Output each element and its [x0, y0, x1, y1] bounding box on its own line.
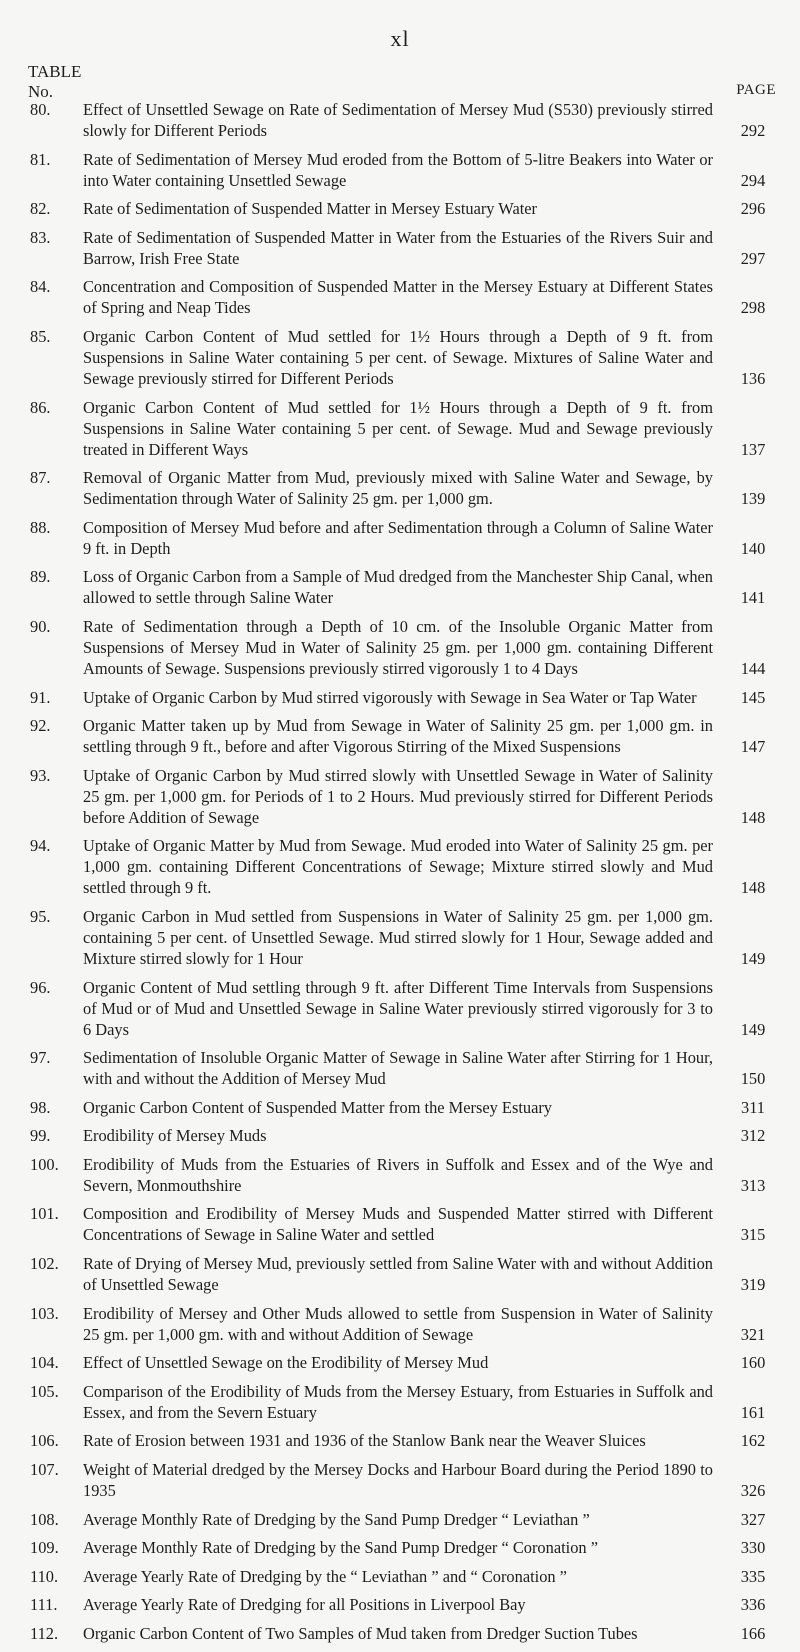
page-number: 319	[740, 1275, 766, 1295]
table-number: 100.	[30, 1154, 59, 1174]
page-number: 144	[740, 658, 766, 678]
page-number: 148	[740, 807, 766, 827]
table-title: Erodibility of Mersey Muds	[83, 1126, 267, 1146]
table-title: Average Monthly Rate of Dredging by the Sand Pump Dredger “ Coronation ”	[83, 1538, 598, 1558]
table-title: Erodibility of Muds from the Estuaries of Rivers in Suffolk and Essex and of the Wye and Severn, Monmouthshire	[83, 1154, 713, 1195]
page-number: 315	[740, 1225, 766, 1245]
table-number: 109.	[30, 1538, 59, 1558]
table-title: Sedimentation of Insoluble Organic Matter of Sewage in Saline Water after Stirring for 1 Hour, with and without the Addition of Mersey Mud	[83, 1048, 713, 1089]
table-number: 82.	[30, 199, 51, 219]
table-title: Concentration and Composition of Suspended Matter in the Mersey Estuary at Different States of Spring and Neap Tides	[83, 277, 713, 318]
page-number: 139	[740, 489, 766, 509]
list-item	[0, 765, 800, 828]
table-number: 80.	[30, 100, 51, 119]
table-title: Loss of Organic Carbon from a Sample of Mud dredged from the Manchester Ship Canal, when allowed to settle through Saline Water	[83, 567, 713, 608]
list-item	[0, 1253, 800, 1295]
list-item	[0, 149, 800, 191]
list-item	[0, 1154, 800, 1196]
table-number: 87.	[30, 468, 51, 488]
page-number: 141	[740, 588, 766, 608]
table-title: Erodibility of Mersey and Other Muds allowed to settle from Suspension in Water of Salinity 25 gm. per 1,000 gm. with and without Addition of Sewage	[83, 1303, 713, 1344]
list-item	[0, 1352, 800, 1373]
table-number: 107.	[30, 1460, 59, 1480]
page-number: 298	[740, 298, 766, 318]
page-number: 294	[740, 170, 766, 190]
table-column-header	[28, 62, 81, 102]
table-number: 106.	[30, 1431, 59, 1451]
table-number: 110.	[30, 1566, 59, 1586]
table-title: Effect of Unsettled Sewage on Rate of Sedimentation of Mersey Mud (S530) previously stirred slowly for Different Periods	[83, 100, 713, 140]
list-item	[0, 1303, 800, 1345]
table-title: Rate of Drying of Mersey Mud, previously settled from Saline Water with and without Addition of Unsettled Sewage	[83, 1254, 713, 1295]
page-number: 147	[740, 737, 766, 757]
page-number: 148	[740, 878, 766, 898]
page-number: 296	[740, 199, 766, 219]
list-item	[0, 1381, 800, 1423]
table-title: Organic Carbon in Mud settled from Suspensions in Water of Salinity 25 gm. per 1,000 gm. containing 5 per cent. of Unsettled Sewage. Mud stirred slowly for 1 Hour, Sewage added and Mixture stirred slowly for 1 Hour	[83, 906, 713, 968]
page-number: 321	[740, 1324, 766, 1344]
page-number: 149	[740, 1019, 766, 1039]
list-item	[0, 977, 800, 1040]
list-item	[0, 198, 800, 219]
page-number: 330	[740, 1538, 766, 1558]
list-item	[0, 687, 800, 708]
table-number: 101.	[30, 1204, 59, 1224]
list-item	[0, 227, 800, 269]
table-title: Rate of Sedimentation of Suspended Matter in Mersey Estuary Water	[83, 199, 538, 219]
table-title: Rate of Erosion between 1931 and 1936 of the Stanlow Bank near the Weaver Sluices	[83, 1431, 646, 1451]
table-label: TABLE	[28, 62, 82, 81]
table-title: Comparison of the Erodibility of Muds from the Mersey Estuary, from Estuaries in Suffolk and Essex, and from the Severn Estuary	[83, 1381, 713, 1422]
page-number: 326	[740, 1481, 766, 1501]
table-title: Rate of Sedimentation through a Depth of 10 cm. of the Insoluble Organic Matter from Suspensions of Mersey Mud in Water of Salinity 25 gm. per 1,000 gm. containing Different Amounts of Sewage. Suspensions previously stirred vigorously 1 to 4 Days	[83, 616, 713, 678]
table-number: 90.	[30, 616, 51, 636]
table-title: Rate of Sedimentation of Mersey Mud eroded from the Bottom of 5-litre Beakers into Water or into Water containing Unsettled Sewage	[83, 149, 713, 190]
page-number: 311	[741, 1097, 765, 1117]
table-title: Organic Carbon Content of Suspended Matter from the Mersey Estuary	[83, 1097, 552, 1117]
table-number: 89.	[30, 567, 51, 587]
table-title: Organic Carbon Content of Mud settled for 1½ Hours through a Depth of 9 ft. from Suspensions in Saline Water containing 5 per cent. of Sewage. Mixtures of Saline Water and Sewage previously stirred for Different Periods	[83, 326, 713, 388]
table-number: 85.	[30, 326, 51, 346]
table-title: Weight of Material dredged by the Mersey Docks and Harbour Board during the Period 1890 to 1935	[83, 1460, 713, 1501]
list-item	[0, 1594, 800, 1615]
list-item	[0, 397, 800, 460]
list-item	[0, 1047, 800, 1089]
page-number: 292	[740, 121, 766, 140]
page-number: 149	[740, 948, 766, 968]
table-number: 88.	[30, 517, 51, 537]
table-number: 92.	[30, 716, 51, 736]
table-title: Average Yearly Rate of Dredging by the “ Leviathan ” and “ Coronation ”	[83, 1566, 567, 1586]
table-number: 93.	[30, 765, 51, 785]
table-title: Organic Carbon Content of Mud settled for 1½ Hours through a Depth of 9 ft. from Suspensions in Saline Water containing 5 per cent. of Sewage. Mud and Sewage previously treated in Different Ways	[83, 397, 713, 459]
table-list	[0, 99, 800, 1652]
table-number: 97.	[30, 1048, 51, 1068]
list-item	[0, 715, 800, 757]
list-item	[0, 1459, 800, 1501]
table-number: 96.	[30, 977, 51, 997]
page-number: 150	[740, 1069, 766, 1089]
table-number: 112.	[30, 1624, 59, 1643]
page-number: 162	[740, 1431, 766, 1451]
table-number: 95.	[30, 906, 51, 926]
page-number: 161	[740, 1402, 766, 1422]
table-number: 81.	[30, 149, 51, 169]
page-number: 335	[740, 1566, 766, 1586]
page-number: 166	[740, 1624, 766, 1643]
list-item	[0, 1203, 800, 1245]
list-item	[0, 1623, 800, 1644]
list-item	[0, 1097, 800, 1118]
list-item	[0, 566, 800, 608]
list-item	[0, 1566, 800, 1587]
page-number: 160	[740, 1353, 766, 1373]
table-number: 94.	[30, 836, 51, 856]
list-item	[0, 517, 800, 559]
page-number: 327	[740, 1509, 766, 1529]
page-number: 313	[740, 1175, 766, 1195]
table-number: 98.	[30, 1097, 51, 1117]
list-item	[0, 616, 800, 679]
list-item	[0, 467, 800, 509]
number-label: No.	[28, 82, 54, 101]
list-item	[0, 276, 800, 318]
table-number: 83.	[30, 227, 51, 247]
table-title: Composition and Erodibility of Mersey Muds and Suspended Matter stirred with Different Concentrations of Sewage in Saline Water and settled	[83, 1204, 713, 1245]
table-title: Organic Carbon Content of Two Samples of Mud taken from Dredger Suction Tubes	[83, 1624, 638, 1643]
page-number: 297	[740, 248, 766, 268]
table-title: Composition of Mersey Mud before and after Sedimentation through a Column of Saline Water 9 ft. in Depth	[83, 517, 713, 558]
page-folio: xl	[390, 26, 410, 51]
table-title: Effect of Unsettled Sewage on the Erodibility of Mersey Mud	[83, 1353, 489, 1373]
table-number: 91.	[30, 687, 51, 707]
table-number: 99.	[30, 1126, 51, 1146]
table-title: Uptake of Organic Carbon by Mud stirred slowly with Unsettled Sewage in Water of Salinity 25 gm. per 1,000 gm. for Periods of 1 to 2 Hours. Mud previously stirred for Different Periods before Addition of Sewage	[83, 765, 713, 827]
list-item	[0, 835, 800, 898]
table-number: 111.	[30, 1595, 58, 1615]
table-number: 84.	[30, 277, 51, 297]
table-title: Removal of Organic Matter from Mud, previously mixed with Saline Water and Sewage, by Sedimentation through Water of Salinity 25 gm. per 1,000 gm.	[83, 468, 713, 509]
list-item	[0, 99, 800, 141]
page-number: 312	[740, 1126, 766, 1146]
page-number: 145	[740, 687, 766, 707]
table-title: Organic Content of Mud settling through 9 ft. after Different Time Intervals from Suspensions of Mud or of Mud and Unsettled Sewage in Saline Water previously stirred vigorously for 3 to 6 Days	[83, 977, 713, 1039]
table-number: 86.	[30, 397, 51, 417]
list-item	[0, 906, 800, 969]
page-number: 136	[740, 368, 766, 388]
table-title: Uptake of Organic Matter by Mud from Sewage. Mud eroded into Water of Salinity 25 gm. per 1,000 gm. containing Different Concentrations of Sewage; Mixture stirred slowly and Mud settled through 9 ft.	[83, 836, 713, 898]
list-item	[0, 1125, 800, 1146]
table-number: 104.	[30, 1353, 59, 1373]
table-title: Rate of Sedimentation of Suspended Matter in Water from the Estuaries of the Rivers Suir and Barrow, Irish Free State	[83, 227, 713, 268]
table-number: 103.	[30, 1303, 59, 1323]
list-item	[0, 326, 800, 389]
table-number: 102.	[30, 1254, 59, 1274]
table-title: Average Monthly Rate of Dredging by the Sand Pump Dredger “ Leviathan ”	[83, 1509, 590, 1529]
list-item	[0, 1509, 800, 1530]
page-number: 140	[740, 538, 766, 558]
table-number: 105.	[30, 1381, 59, 1401]
page-column-header: PAGE	[736, 82, 776, 98]
table-title: Average Yearly Rate of Dredging for all Positions in Liverpool Bay	[83, 1595, 526, 1615]
table-title: Uptake of Organic Carbon by Mud stirred vigorously with Sewage in Sea Water or Tap Water	[83, 687, 697, 707]
list-item	[0, 1537, 800, 1558]
table-title: Organic Matter taken up by Mud from Sewage in Water of Salinity 25 gm. per 1,000 gm. in settling through 9 ft., before and after Vigorous Stirring of the Mixed Suspensions	[83, 716, 713, 757]
page-number: 137	[740, 439, 766, 459]
list-item	[0, 1430, 800, 1451]
table-number: 108.	[30, 1509, 59, 1529]
page-number: 336	[740, 1595, 766, 1615]
